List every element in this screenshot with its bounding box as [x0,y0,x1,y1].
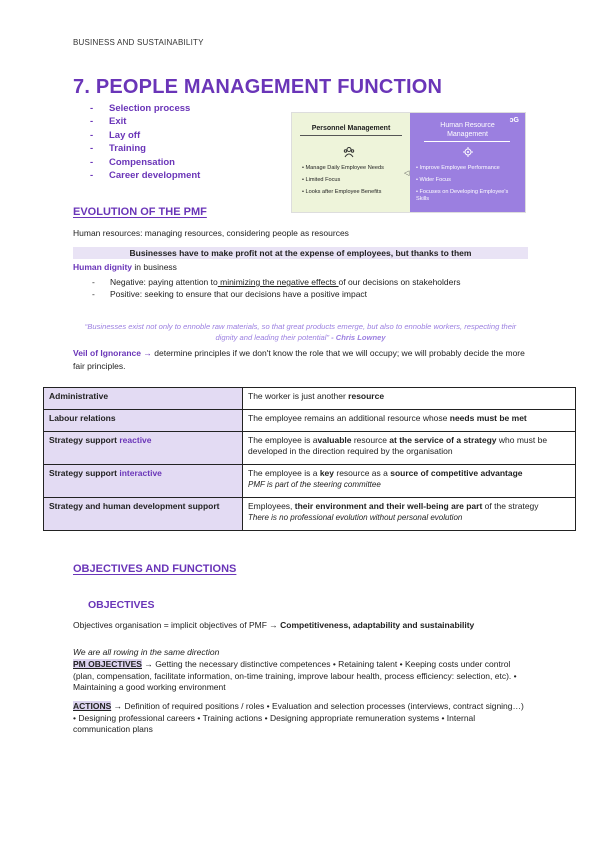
function-list [90,102,200,182]
table-row [44,465,576,498]
list-item: • Limited Focus [302,177,406,184]
personnel-management-panel [292,113,410,212]
row-value [243,465,576,498]
dignity-list [92,276,526,300]
objectives-subheading: OBJECTIVES [88,599,155,611]
label-text: Strategy support [49,468,120,478]
row-value [243,498,576,531]
cell-text: who must be developed in the direction required by the organisation [248,435,548,456]
veil-rest: determine principles if we don't know the role that we will occupy; we will probably decide the more fair principles. [73,348,525,371]
highlight-band: Businesses have to make profit not at the expense of employees, but thanks to them [73,247,528,259]
list-item: - Compensation [90,156,200,169]
row-value [243,432,576,465]
veil-label: Veil of Ignorance → [73,348,152,358]
cell-text: of the strategy [482,501,539,511]
label-accent: interactive [119,468,162,478]
list-item: • Wider Focus [416,177,522,184]
list-item: - Lay off [90,129,200,142]
objectives-line [73,620,528,632]
cell-note: There is no professional evolution without personal evolution [248,513,463,522]
figure-right-title: Human Resource Management [440,122,495,138]
actions-label: ACTIONS [73,701,112,711]
cell-note: PMF is part of the steering committee [248,480,381,489]
objectives-note: We are all rowing in the same direction [73,647,220,657]
human-dignity-label: Human dignity [73,262,133,272]
veil-paragraph [73,347,528,372]
cell-bold: valuable [317,435,352,445]
table-row [44,410,576,432]
cell-text: The employee is a [248,468,320,478]
row-label: Strategy and human development support [44,498,243,531]
table-row [44,388,576,410]
cell-text: The employee is a [248,435,318,445]
table-row [44,498,576,531]
pm-objectives-paragraph [73,659,528,694]
divider [424,141,510,142]
row-label [44,432,243,465]
table-row [44,432,576,465]
figure-right-list [416,165,522,208]
actions-text: → Definition of required positions / roles • Evaluation and selection processes (interviews, contract signing…) • Designing professional careers • Training actions • Designing appropriate remuneration systems • Internal communication plans [73,701,524,734]
pmf-evolution-table [43,387,576,531]
row-label: Administrative [44,388,243,410]
row-value [243,388,576,410]
cell-text: resource as a [334,468,391,478]
actions-paragraph [73,701,528,736]
list-item: • Improve Employee Performance [416,165,522,172]
list-item: - Training [90,142,200,155]
negative-underline: minimizing the negative effects [217,277,339,287]
evolution-intro: Human resources: managing resources, considering people as resources [73,228,349,238]
label-accent: reactive [119,435,152,445]
figure-left-title: Personnel Management [300,125,402,136]
comparison-figure [291,112,526,213]
page-title: 7. PEOPLE MANAGEMENT FUNCTION [73,76,443,98]
cell-text: The employee remains an additional resource whose [248,413,450,423]
cell-bold: resource [348,391,385,401]
objectives-bold: Competitiveness, adaptability and sustainability [280,620,475,630]
pm-objectives-label: PM OBJECTIVES [73,659,142,669]
figure-left-list [302,165,406,201]
negative-pre: Negative: paying attention to [110,277,218,287]
objectives-heading: OBJECTIVES AND FUNCTIONS [73,563,237,575]
list-item: - Positive: seeking to ensure that our decisions have a positive impact [92,288,526,300]
quote [73,321,528,343]
cell-text: resource [351,435,390,445]
cell-text: Employees, [248,501,295,511]
cell-bold: needs must be met [449,413,527,423]
page-header: BUSINESS AND SUSTAINABILITY [73,38,204,47]
row-label [44,465,243,498]
cell-text: The worker is just another [248,391,349,401]
evolution-heading: EVOLUTION OF THE PMF [73,206,207,218]
cell-bold: source of competitive advantage [390,468,523,478]
list-item: • Looks after Employee Benefits [302,189,406,196]
cell-bold: at the service of a strategy [389,435,497,445]
person-gear-icon [462,146,474,161]
quote-author: - Chris Lowney [329,333,386,342]
quote-text: “Businesses exist not only to ennoble raw materials, so that great products emerge, but also to ennoble workers, respecting their dignity and leading their potential” [84,322,517,342]
cell-bold: key [319,468,335,478]
list-item [92,276,526,288]
list-item: • Manage Daily Employee Needs [302,165,406,172]
row-label: Labour relations [44,410,243,432]
list-item: • Focuses on Developing Employee's Skills [416,189,522,203]
negative-post: of our decisions on stakeholders [338,277,461,287]
list-item: - Career development [90,169,200,182]
label-text: Strategy support [49,435,120,445]
list-item: - Selection process [90,102,200,115]
cell-bold: their environment and their well-being are part [294,501,483,511]
hrm-panel [410,113,525,212]
pm-objectives-text: → Getting the necessary distinctive competences • Retaining talent • Keeping costs under control (plan, compensation, facilitate information, on-time training, improve labour health, process efficiency: selection, etc). • Maintaining a good working environment [73,659,517,692]
objectives-text: Objectives organisation = implicit objectives of PMF → [73,620,281,630]
row-value [243,410,576,432]
human-dignity-rest: in business [132,262,177,272]
list-item: - Exit [90,115,200,128]
human-dignity-line [73,262,177,272]
figure-arrow-icon: ◁ [404,170,410,177]
person-group-icon [343,146,355,161]
logo: ɔG [509,117,519,124]
